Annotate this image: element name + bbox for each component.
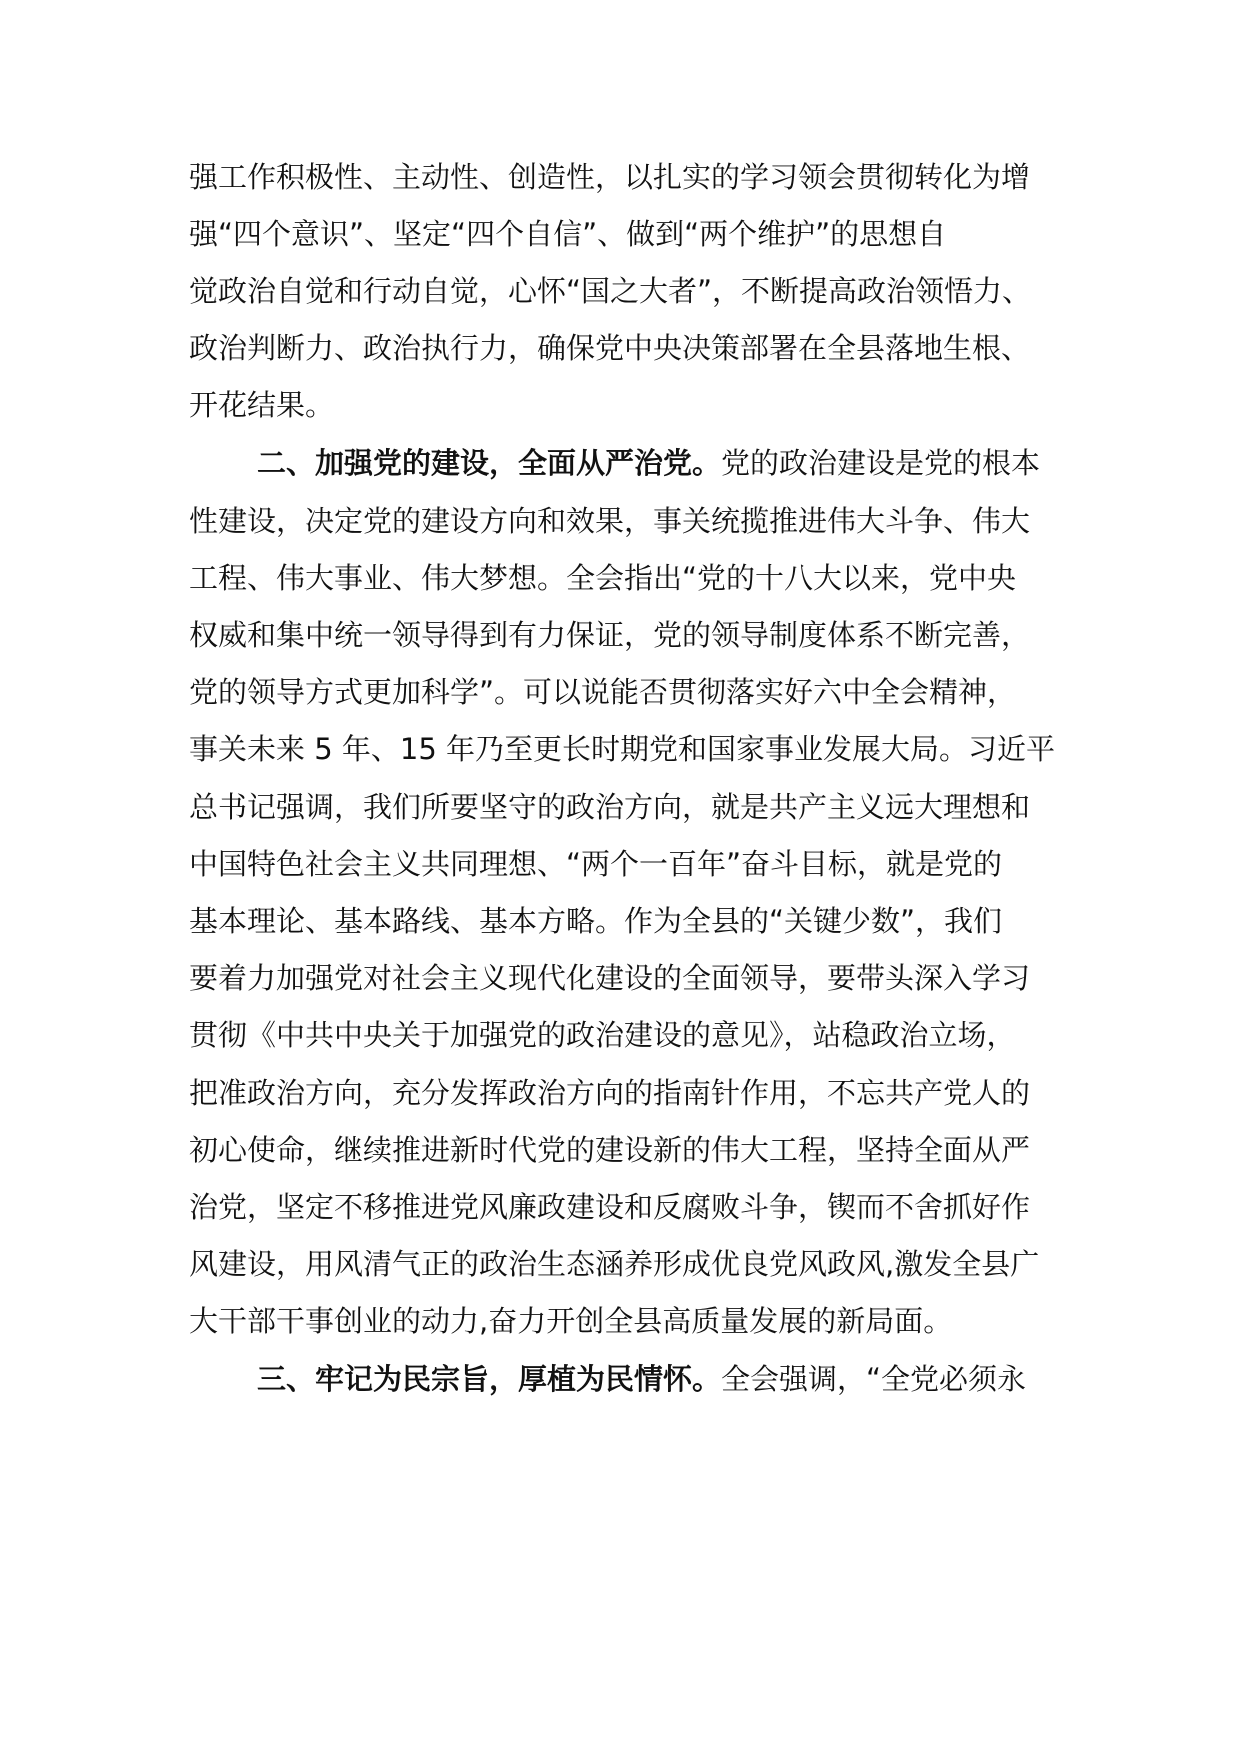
paragraph-2-line-11: 贯彻《中共中央关于加强党的政治建设的意见》，站稳政治立场， bbox=[189, 1018, 1016, 1052]
paragraph-3-first-line-text: 全会强调，“全党必须永 bbox=[721, 1362, 1027, 1396]
paragraph-2-first-line-text: 党的政治建设是党的根本 bbox=[721, 446, 1041, 480]
paragraph-1-line-4: 政治判断力、政治执行力，确保党中央决策部署在全县落地生根、 bbox=[189, 331, 1031, 365]
paragraph-1-line-1: 强工作积极性、主动性、创造性，以扎实的学习领会贯彻转化为增 bbox=[189, 160, 1031, 194]
paragraph-2-line-7: 总书记强调，我们所要坚守的政治方向，就是共产主义远大理想和 bbox=[189, 790, 1031, 824]
paragraph-3-first-line bbox=[189, 1359, 1026, 1399]
section-heading-3: 三、牢记为民宗旨，厚植为民情怀。 bbox=[257, 1362, 722, 1396]
paragraph-2-line-8: 中国特色社会主义共同理想、“两个一百年”奋斗目标，就是党的 bbox=[189, 847, 1003, 881]
paragraph-2-line-15: 风建设，用风清气正的政治生态涵养形成优良党风政风,激发全县广 bbox=[189, 1247, 1040, 1281]
paragraph-2-line-4: 权威和集中统一领导得到有力保证，党的领导制度体系不断完善， bbox=[189, 618, 1031, 652]
paragraph-2-line-16: 大干部干事创业的动力,奋力开创全县高质量发展的新局面。 bbox=[189, 1304, 953, 1338]
paragraph-1-line-3: 觉政治自觉和行动自觉，心怀“国之大者”，不断提高政治领悟力、 bbox=[189, 274, 1032, 308]
paragraph-2-line-12: 把准政治方向，充分发挥政治方向的指南针作用，不忘共产党人的 bbox=[189, 1076, 1031, 1110]
paragraph-2-line-6: 事关未来 5 年、15 年乃至更长时期党和国家事业发展大局。习近平 bbox=[189, 732, 1056, 766]
paragraph-2-line-14: 治党，坚定不移推进党风廉政建设和反腐败斗争，锲而不舍抓好作 bbox=[189, 1190, 1031, 1224]
paragraph-2-line-10: 要着力加强党对社会主义现代化建设的全面领导，要带头深入学习 bbox=[189, 961, 1031, 995]
paragraph-2-line-9: 基本理论、基本路线、基本方略。作为全县的“关键少数”，我们 bbox=[189, 904, 1003, 938]
paragraph-2-line-13: 初心使命，继续推进新时代党的建设新的伟大工程，坚持全面从严 bbox=[189, 1133, 1031, 1167]
paragraph-2-first-line bbox=[189, 443, 1040, 483]
paragraph-1-line-5: 开花结果。 bbox=[189, 388, 335, 422]
section-heading-2: 二、加强党的建设，全面从严治党。 bbox=[257, 446, 722, 480]
paragraph-2-line-3: 工程、伟大事业、伟大梦想。全会指出“党的十八大以来，党中央 bbox=[189, 561, 1017, 595]
paragraph-2-line-2: 性建设，决定党的建设方向和效果，事关统揽推进伟大斗争、伟大 bbox=[189, 504, 1031, 538]
paragraph-1-line-2: 强“四个意识”、坚定“四个自信”、做到“两个维护”的思想自 bbox=[189, 217, 947, 251]
paragraph-2-line-5: 党的领导方式更加科学”。可以说能否贯彻落实好六中全会精神， bbox=[189, 675, 1017, 709]
